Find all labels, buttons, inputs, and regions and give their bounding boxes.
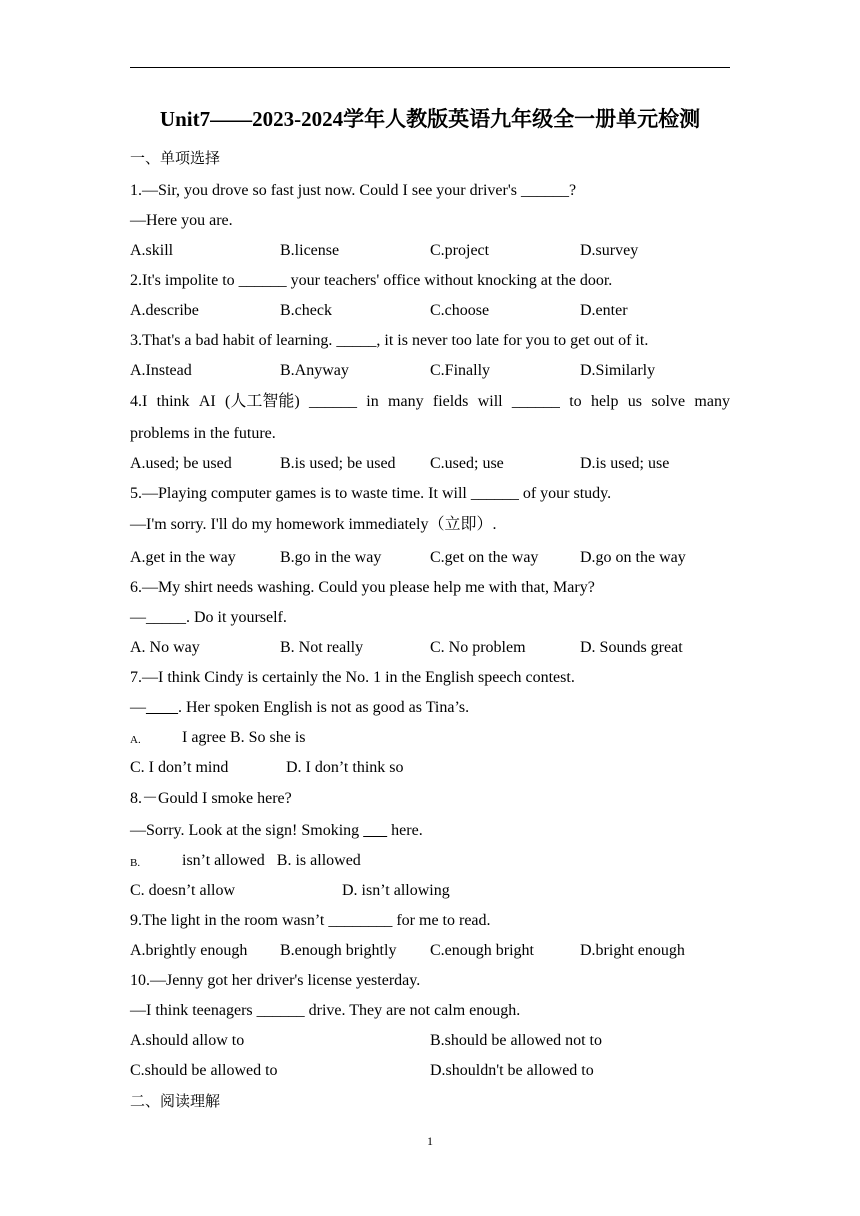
question-8-answer-line: [130, 821, 423, 841]
q4-word: fields: [432, 393, 469, 410]
q4-word: AI: [198, 393, 216, 410]
q4-word: us: [627, 393, 643, 410]
q4-word: 4.I: [130, 393, 148, 410]
q4-word: ______: [308, 393, 357, 410]
q4-word: (人工智能): [225, 393, 300, 410]
q4-option-d: D.is used; use: [580, 455, 670, 472]
q2-option-c: C.choose: [430, 302, 490, 319]
q3-option-c: C.Finally: [430, 362, 491, 379]
q2-option-a: A.describe: [130, 302, 199, 319]
question-7-answer-line: [130, 698, 469, 718]
question-3: 3.That's a bad habit of learning. _____, it is never too late for you to get out of it.: [130, 332, 649, 349]
q10-option-a: A.should allow to: [130, 1032, 245, 1049]
question-8: 8.－Gould I smoke here?: [130, 790, 292, 807]
q7-option-letter-a: A.: [130, 734, 141, 746]
q4-option-a: A.used; be used: [130, 455, 232, 472]
q4-word: many: [388, 393, 424, 410]
header-rule: [130, 67, 730, 68]
q7-option-ab: I agree B. So she is: [182, 729, 306, 746]
question-2: 2.It's impolite to ______ your teachers' office without knocking at the door.: [130, 272, 613, 289]
q10-option-c: C.should be allowed to: [130, 1062, 278, 1079]
q8-option-letter: B.: [130, 857, 141, 869]
q6-option-c: C. No problem: [430, 639, 526, 656]
q10-option-b: B.should be allowed not to: [430, 1032, 602, 1049]
question-1: 1.—Sir, you drove so fast just now. Could I see your driver's ______?: [130, 182, 577, 199]
q4-word: think: [156, 393, 190, 410]
question-6-answer-line: —_____. Do it yourself.: [130, 609, 287, 626]
section-heading-choice: 一、单项选择: [130, 149, 221, 167]
q9-option-d: D.bright enough: [580, 942, 685, 959]
page-number: 1: [427, 1134, 433, 1148]
q2-option-b: B.check: [280, 302, 332, 319]
q5-option-d: D.go on the way: [580, 549, 686, 566]
question-1-answer-line: —Here you are.: [130, 212, 233, 229]
q4-word: many: [694, 393, 730, 410]
question-10: 10.—Jenny got her driver's license yesterday.: [130, 972, 421, 989]
q4-word: to: [569, 393, 582, 410]
q5-option-b: B.go in the way: [280, 549, 382, 566]
question-4-continued: problems in the future.: [130, 425, 276, 442]
q4-word: will: [477, 393, 503, 410]
q7-blank: ____: [146, 699, 178, 716]
q3-option-b: B.Anyway: [280, 362, 349, 379]
q8-answer-prefix: —Sorry. Look at the sign! Smoking: [130, 822, 364, 839]
q4-option-c: C.used; use: [430, 455, 504, 472]
q4-word: ______: [511, 393, 560, 410]
question-6: 6.—My shirt needs washing. Could you please help me with that, Mary?: [130, 579, 595, 596]
q3-option-a: A.Instead: [130, 362, 192, 379]
q1-option-d: D.survey: [580, 242, 639, 259]
q4-word: in: [366, 393, 379, 410]
q2-option-d: D.enter: [580, 302, 628, 319]
q4-word: help: [590, 393, 619, 410]
question-7: 7.—I think Cindy is certainly the No. 1 in the English speech contest.: [130, 669, 575, 686]
q5-option-c: C.get on the way: [430, 549, 539, 566]
q9-option-c: C.enough bright: [430, 942, 534, 959]
q8-blank: [363, 822, 387, 839]
q8-option-ab: isn’t allowed B. is allowed: [182, 852, 361, 869]
q5-option-a: A.get in the way: [130, 549, 236, 566]
question-5-answer-line: —I'm sorry. I'll do my homework immediately（立即）.: [130, 516, 497, 533]
q10-option-d: D.shouldn't be allowed to: [430, 1062, 594, 1079]
q8-answer-suffix: here.: [387, 822, 423, 839]
q1-option-c: C.project: [430, 242, 490, 259]
q3-option-d: D.Similarly: [580, 362, 656, 379]
q4-option-b: B.is used; be used: [280, 455, 396, 472]
section-heading-reading: 二、阅读理解: [130, 1092, 221, 1110]
q6-option-d: D. Sounds great: [580, 639, 683, 656]
q9-option-a: A.brightly enough: [130, 942, 248, 959]
q9-option-b: B.enough brightly: [280, 942, 397, 959]
q6-option-a: A. No way: [130, 639, 200, 656]
q7-dash: —: [130, 699, 146, 716]
q6-option-b: B. Not really: [280, 639, 364, 656]
q8-option-c: C. doesn’t allow: [130, 882, 236, 899]
document-title: Unit7——2023-2024学年人教版英语九年级全一册单元检测: [159, 107, 701, 131]
question-5: 5.—Playing computer games is to waste time. It will ______ of your study.: [130, 485, 612, 502]
q1-option-a: A.skill: [130, 242, 174, 259]
q7-answer-text: . Her spoken English is not as good as Tina’s.: [178, 699, 470, 716]
question-9: 9.The light in the room wasn’t ________ for me to read.: [130, 912, 491, 929]
question-4: [130, 392, 730, 412]
q7-option-c: C. I don’t mind: [130, 759, 229, 776]
q1-option-b: B.license: [280, 242, 340, 259]
q8-option-d: D. isn’t allowing: [342, 882, 450, 899]
q7-option-d: D. I don’t think so: [286, 759, 404, 776]
question-10-answer-line: —I think teenagers ______ drive. They are not calm enough.: [130, 1002, 521, 1019]
q4-word: solve: [651, 393, 686, 410]
